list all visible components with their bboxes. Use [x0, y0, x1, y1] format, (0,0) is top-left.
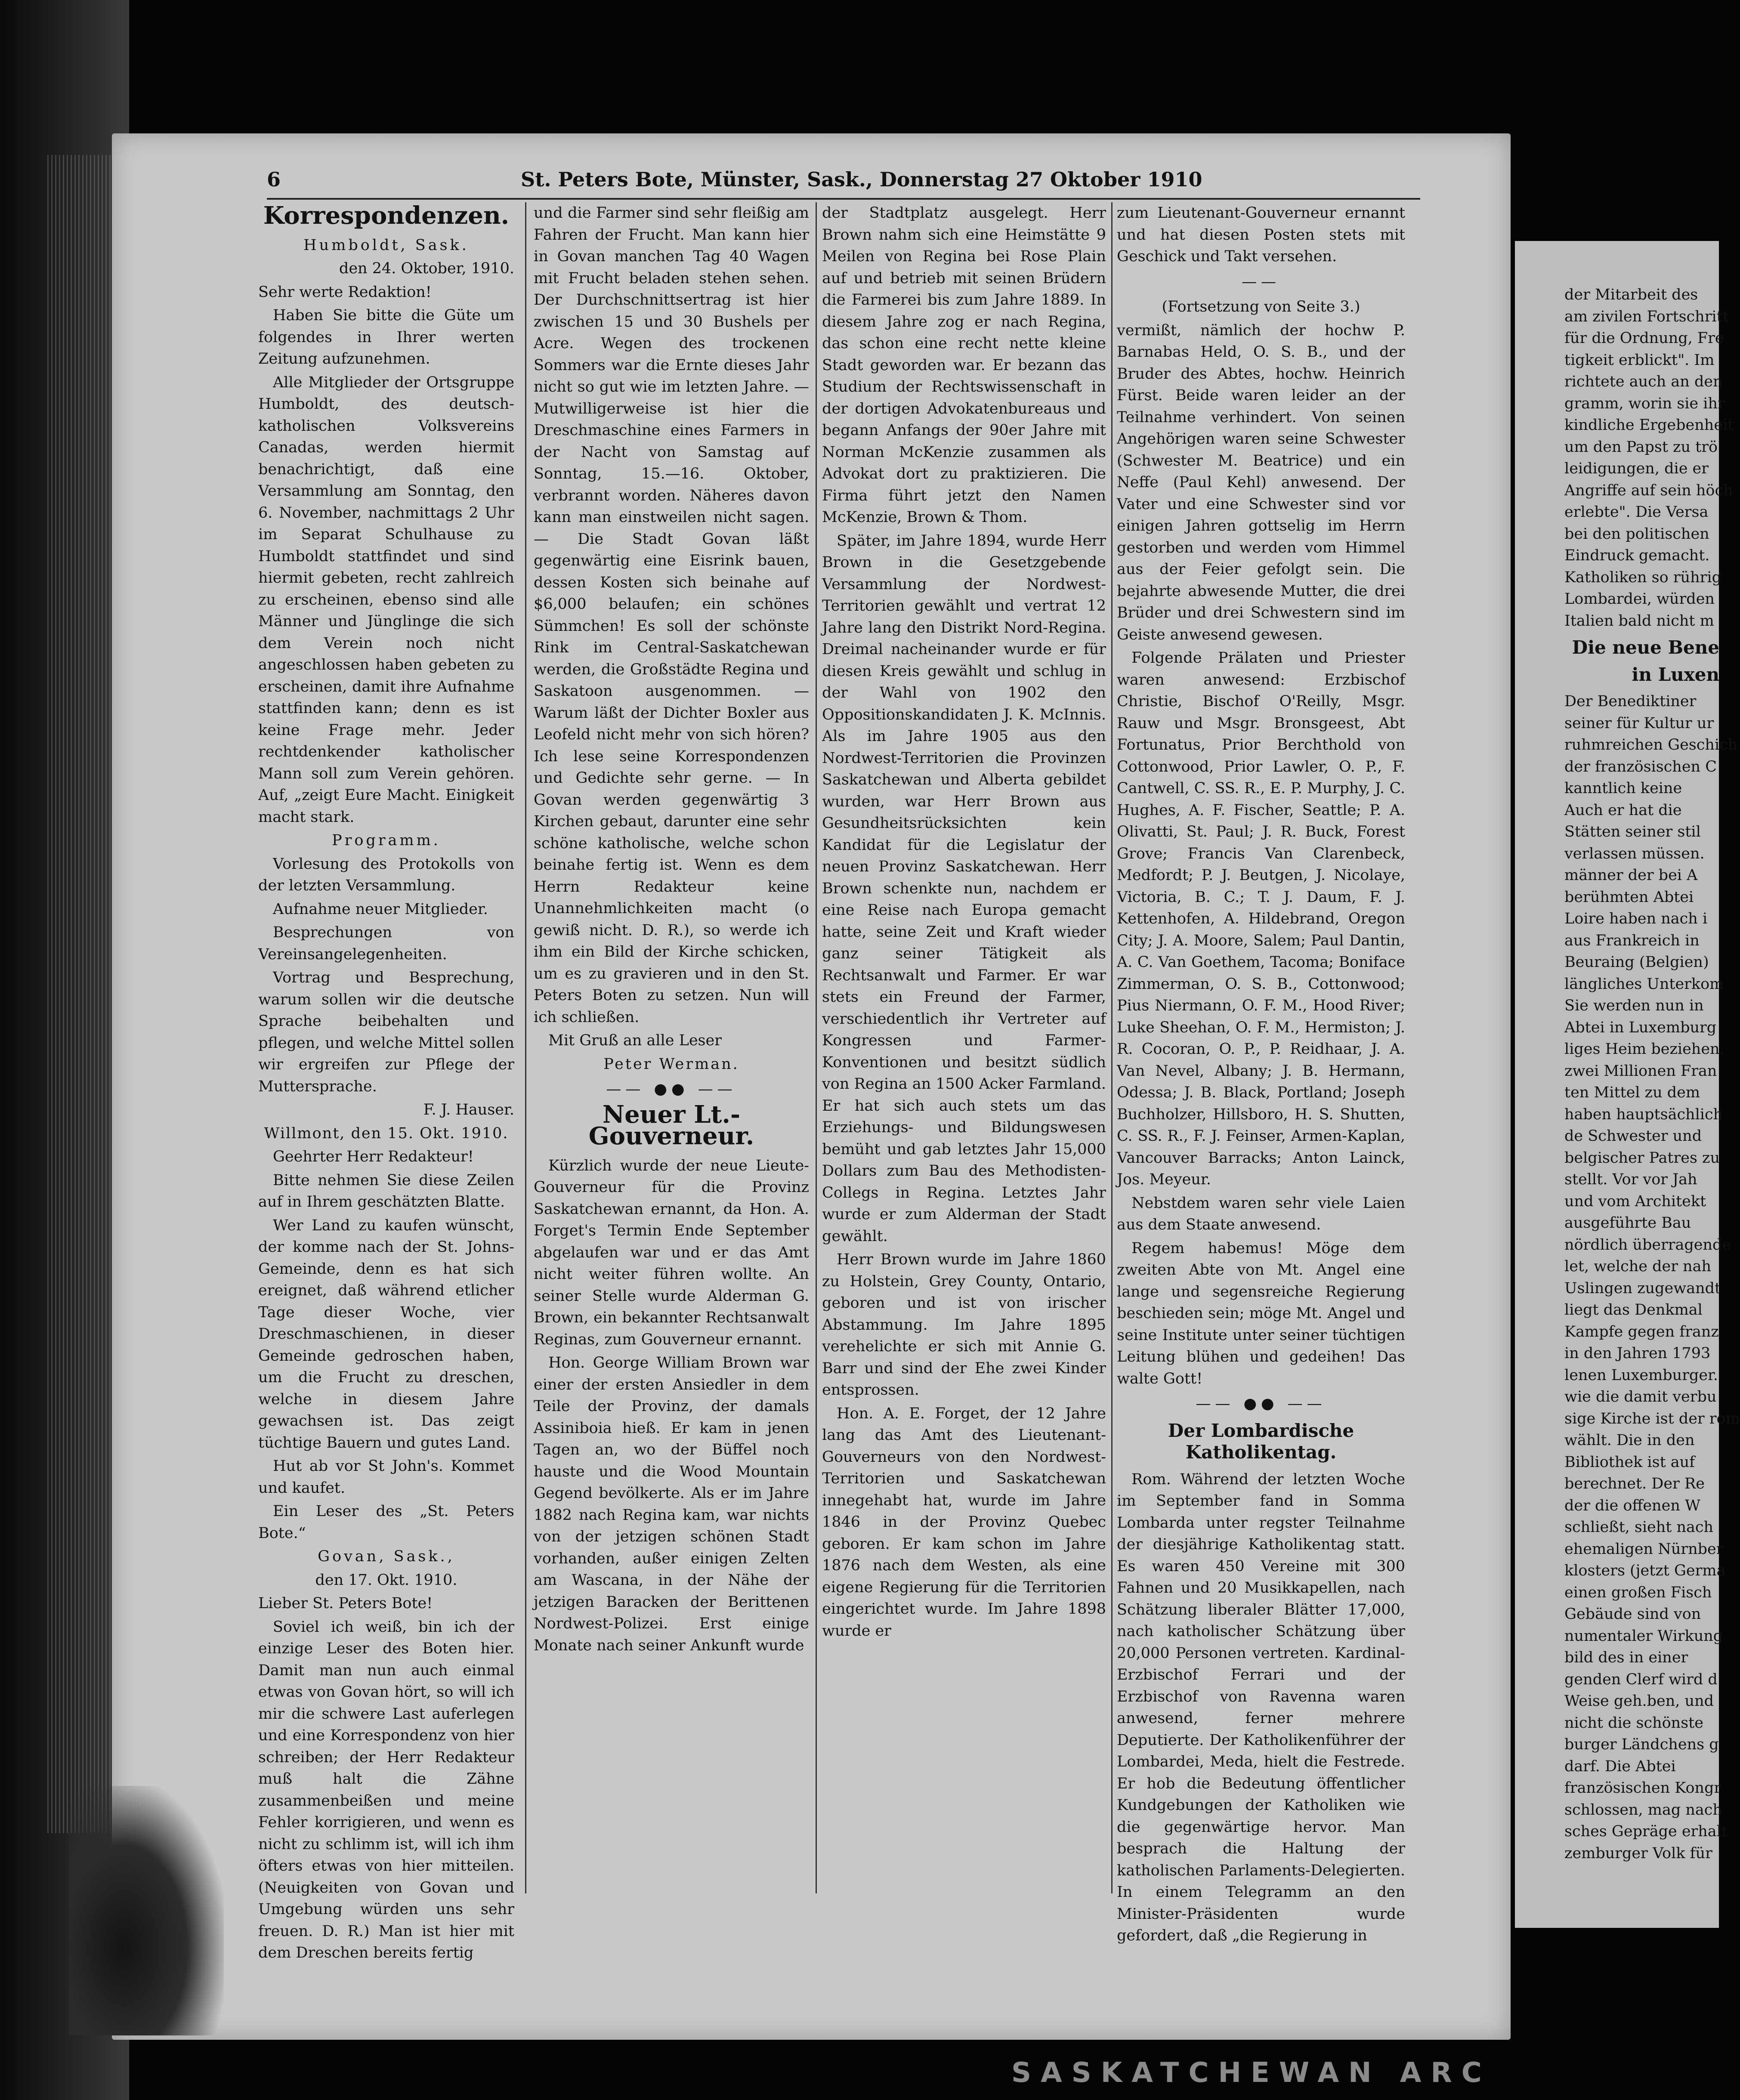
cropped-text-line: bild des in einer: [1564, 1649, 1688, 1666]
column-rule: [525, 202, 526, 1893]
cropped-text-line: ehemaligen Nürnber: [1564, 1540, 1724, 1558]
cropped-text-line: berühmten Abtei: [1564, 888, 1694, 906]
date: den 24. Oktober, 1910.: [339, 260, 514, 277]
cropped-text-line: Gebäude sind von: [1564, 1606, 1701, 1623]
cropped-text-line: genden Clerf wird d: [1564, 1671, 1718, 1688]
cropped-text-line: nördlich überragende: [1564, 1236, 1731, 1254]
cropped-text-line: haben hauptsächlich: [1564, 1106, 1723, 1123]
cropped-text-line: Auch er hat die: [1564, 801, 1682, 819]
masthead: St. Peters Bote, Münster, Sask., Donnerstag 27 Oktober 1910: [521, 168, 1202, 191]
column-5-cropped: [1564, 284, 1740, 1864]
cropped-text-line: liges Heim beziehen.: [1564, 1041, 1725, 1058]
cropped-text-line: männer der bei A: [1564, 867, 1698, 884]
paragraph: Kürzlich wurde der neue Lieute-Gouverneur für die Provinz Saskatchewan ernannt, da Hon. A. Forget's Termin Ende September abgelaufen war und er das Amt nicht weiter führen wollte. An seiner Stelle wurde Alderman G. Brown, ein bekannter Rechtsanwalt Reginas, zum Gouverneur ernannt.: [534, 1157, 809, 1348]
program-item: Vorlesung des Protokolls von der letzten Versammlung.: [258, 855, 514, 894]
cropped-text-line: kanntlich keine: [1564, 780, 1682, 797]
column-rule: [816, 202, 817, 1893]
cropped-text-line: richtete auch an den: [1564, 373, 1723, 390]
ornament-divider: —— ●● ——: [1196, 1395, 1326, 1412]
column-3: [822, 202, 1106, 1643]
cropped-text-line: leidigungen, die er: [1564, 460, 1709, 477]
cropped-text-line: ruhmreichen Geschich: [1564, 736, 1738, 754]
column-4: [1117, 202, 1405, 1949]
salutation: Lieber St. Peters Bote!: [258, 1595, 433, 1612]
cropped-text-line: Eindruck gemacht.: [1564, 547, 1710, 564]
cropped-text-line: zemburger Volk für: [1564, 1844, 1712, 1862]
cropped-text-line: let, welche der nah: [1564, 1258, 1711, 1275]
cropped-text-line: berechnet. Der Re: [1564, 1475, 1705, 1492]
paragraph: Regem habemus! Möge dem zweiten Abte von Mt. Angel eine lange und segensreiche Regierung beschieden sein; möge Mt. Angel und seine Institute unter seiner tüchtigen Leitung blühen und gedeihen! Das walte Gott!: [1117, 1239, 1405, 1387]
binding-page-edges: [47, 155, 116, 1833]
continuation-note: (Fortsetzung von Seite 3.): [1162, 298, 1360, 315]
paragraph: Alle Mitglieder der Ortsgruppe Humboldt, des deutsch-katholischen Volksvereins Canadas, werden hiermit benachrichtigt, daß eine Versammlung am Sonntag, den 6. November, nachmittags 2 Uhr im Separat Schulhause zu Humboldt stattfindet und sind hiermit gebeten, recht zahlreich zu erscheinen, ebenso sind alle Männer und Jünglinge die sich dem Verein noch nicht angeschlossen haben gebeten zu erscheinen, damit ihre Aufnahme stattfinden kann; denn es ist keine Frage mehr. Jeder rechtdenkender katholischer Mann soll zum Verein gehören. Auf, „zeigt Eure Macht. Einigkeit macht stark.: [258, 374, 514, 826]
cropped-text-line: französischen Kongr: [1564, 1779, 1721, 1797]
cropped-text-line: numentaler Wirkung: [1564, 1627, 1723, 1645]
closing: Mit Gruß an alle Leser: [548, 1032, 722, 1049]
paragraph: zum Lieutenant-Gouverneur ernannt und hat diesen Posten stets mit Geschick und Takt versehen.: [1117, 204, 1405, 265]
cropped-text-line: der französischen C: [1564, 758, 1717, 775]
cropped-text-line: wählt. Die in den: [1564, 1432, 1695, 1449]
cropped-text-line: tigkeit erblickt". Im: [1564, 351, 1715, 369]
salutation: Geehrter Herr Redakteur!: [273, 1148, 474, 1165]
cropped-text-line: Uslingen zugewandt: [1564, 1279, 1721, 1297]
cropped-text-line: verlassen müssen.: [1564, 845, 1705, 862]
cropped-text-line: am zivilen Fortschritt: [1564, 308, 1729, 325]
paragraph: Später, im Jahre 1894, wurde Herr Brown in die Gesetzgebende Versammlung der Nordwest-Territorien gewählt und vertrat 12 Jahre lang den Distrikt Nord-Regina. Dreimal nacheinander wurde er für diesen Kreis gewählt und schlug in der Wahl von 1902 den Oppositionskandidaten J. K. McInnis. Als im Jahre 1905 aus den Nordwest-Territorien die Provinzen Saskatchewan und Alberta gebildet wurden, war Herr Brown aus Gesundheitsrücksichten kein Kandidat für die Legislatur der neuen Provinz Saskatchewan. Herr Brown schenkte nun, nachdem er eine Reise nach Europa gemacht hatte, seine Zeit und Kraft wieder ganz seiner Tätigkeit als Rechtsanwalt und Farmer. Er war stets ein Freund der Farmer, verschiedentlich ihr Vertreter auf Kongressen und Farmer-Konventionen und besitzt südlich von Regina an 1500 Acker Farmland. Er hat sich auch stets um das Erziehungs- und Bildungswesen bemüht und gab letztes Jahr 15,000 Dollars zum Bau des Methodisten-Collegs in Regina. Letztes Jahr wurde er zum Alderman der Stadt gewählt.: [822, 532, 1106, 1245]
salutation: Sehr werte Redaktion!: [258, 283, 432, 301]
cropped-text-line: nicht die schönste: [1564, 1714, 1703, 1732]
cropped-text-line: einen großen Fisch: [1564, 1584, 1712, 1601]
cropped-text-line: Kampfe gegen franz: [1564, 1323, 1719, 1340]
date: den 17. Okt. 1910.: [315, 1571, 457, 1589]
cropped-text-line: Lombardei, würden: [1564, 590, 1715, 608]
paragraph: Haben Sie bitte die Güte um folgendes in Ihrer werten Zeitung aufzunehmen.: [258, 307, 514, 368]
paragraph: Folgende Prälaten und Priester waren anwesend: Erzbischof Christie, Bischof O'Reilly, Msgr. Rauw und Msgr. Bronsgeest, Abt Fortunatus, Prior Berchthold von Cottonwood, Prior Lawler, O. P., F. Cantwell, C. SS. R., E. P. Murphy, J. C. Hughes, A. F. Fischer, Seattle; P. A. Olivatti, St. Paul; J. R. Buck, Forest Grove; Francis Van Clarenbeck, Medfordt; P. J. Beutgen, J. Nicolaye, Victoria, B. C.; T. J. Daum, F. J. Kettenhofen, A. Hildebrand, Oregon City; J. A. Moore, Salem; Paul Dantin, A. C. Van Goethem, Tacoma; Boniface Zimmerman, O. S. B., Cottonwood; Pius Niermann, O. F. M., Hood River; Luke Sheehan, O. F. M., Hermiston; J. R. Cocoran, O. P., P. Reidhaar, J. A. Van Nevel, Albany; J. B. Hermann, Odessa; J. B. Black, Portland; Joseph Buchholzer, Hillsboro, H. S. Shutten, C. SS. R., F. J. Feinser, Armen-Kaplan, Vancouver Barracks; Anton Lainck, Jos. Meyeur.: [1117, 649, 1405, 1188]
paragraph: und die Farmer sind sehr fleißig am Fahren der Frucht. Man kann hier in Govan manchen Tag 40 Wagen mit Frucht beladen stehen sehen. Der Durchschnittsertrag ist hier zwischen 15 und 30 Bushels per Acre. Wegen des trockenen Sommers war die Ernte dieses Jahr nicht so gut wie im letzten Jahre. — Mutwilligerweise ist hier die Dreschmaschine eines Farmers in der Nacht von Samstag auf Sonntag, 15.—16. Oktober, verbrannt worden. Näheres davon kann man einstweilen nicht sagen. — Die Stadt Govan läßt gegenwärtig eine Eisrink bauen, dessen Kosten sich beinahe auf $6,000 belaufen; ein schönes Sümmchen! Es soll der schönste Rink im Central-Saskatchewan werden, die Großstädte Regina und Saskatoon ausgenommen. — Warum läßt der Dichter Boxler aus Leofeld nicht mehr von sich hören? Ich lese seine Korrespondenzen und Gedichte sehr gerne. — In Govan werden gegenwärtig 3 Kirchen gebaut, darunter eine sehr schöne katholische, welche schon beinahe fertig ist. Wenn es dem Herrn Redakteur keine Unannehmlichkeiten macht (o gewiß nicht. D. R.), so werde ich ihm ein Bild der Kirche schicken, um es zu gravieren und in den St. Peters Boten zu setzen. Nun will ich schließen.: [534, 204, 809, 1026]
paragraph: Herr Brown wurde im Jahre 1860 zu Holstein, Grey County, Ontario, geboren und ist von irischer Abstammung. Im Jahre 1895 verehelichte er sich mit Annie G. Barr und sind der Ehe zwei Kinder entsprossen.: [822, 1251, 1106, 1399]
paragraph: der Stadtplatz ausgelegt. Herr Brown nahm sich eine Heimstätte 9 Meilen von Regina bei Rose Plain auf und betrieb mit seinen Brüdern die Farmerei bis zum Jahre 1889. In diesem Jahre zog er nach Regina, das schon eine recht nette kleine Stadt geworden war. Er bezann das Studium der Rechtswissenschaft in der dortigen Advokatenbureaus und begann Anfangs der 90er Jahre mit Norman McKenzie zusammen als Advokat dort zu praktizieren. Die Firma führt jetzt den Namen McKenzie, Brown & Thom.: [822, 204, 1106, 526]
cropped-text-line: sches Gepräge erhalt: [1564, 1823, 1728, 1840]
page-header: [267, 168, 1420, 200]
cropped-text-line: Stätten seiner stil: [1564, 823, 1701, 840]
cropped-text-line: bei den politischen: [1564, 525, 1709, 543]
dateline: Willmont, den 15. Okt. 1910.: [264, 1124, 509, 1142]
program-title: Programm.: [332, 832, 441, 849]
paragraph: Soviel ich weiß, bin ich der einzige Leser des Boten hier. Damit man nun auch einmal etwas von Govan hört, so will ich mir die schwere Last auferlegen und eine Korrespondenz von hier schreiben; der Herr Redakteur muß halt die Zähne zusammenbeißen und meine Fehler korrigieren, und wenn es nicht zu schlimm ist, will ich ihm öfters etwas von hier mitteilen. (Neuigkeiten von Govan und Umgebung würden uns sehr freuen. D. R.) Man ist hier mit dem Dreschen bereits fertig: [258, 1618, 514, 1961]
signature: Ein Leser des „St. Peters Bote.“: [258, 1503, 514, 1542]
cropped-text-line: de Schwester und: [1564, 1127, 1702, 1145]
cropped-text-line: erlebte". Die Versa: [1564, 503, 1709, 521]
cropped-text-line: Angriffe auf sein höch: [1564, 482, 1733, 499]
archive-label-strip: SASKATCHEWAN ARC: [1011, 2057, 1491, 2089]
dateline: Humboldt, Sask.: [303, 236, 469, 254]
cropped-text-line: Katholiken so rührig: [1564, 568, 1721, 586]
cropped-text-line: liegt das Denkmal: [1564, 1301, 1703, 1319]
paragraph: Hon. A. E. Forget, der 12 Jahre lang das Amt des Lieutenant-Gouverneurs von den Nordwest-Territorien und Saskatchewan innegehabt hat, wurde im Jahre 1846 in der Provinz Quebec geboren. Er kam schon im Jahre 1876 nach dem Westen, als eine eigene Regierung für die Territorien eingerichtet wurde. Im Jahre 1898 wurde er: [822, 1405, 1106, 1640]
cropped-text-line: um den Papst zu trö: [1564, 438, 1718, 456]
cropped-text-line: längliches Unterkom: [1564, 975, 1724, 993]
page-corner-curl: [69, 1786, 224, 2035]
cropped-text-line: zwei Millionen Fran: [1564, 1062, 1717, 1080]
cropped-text-line: gramm, worin sie ihr: [1564, 395, 1725, 412]
signature: Peter Werman.: [603, 1055, 739, 1073]
cropped-text-line: burger Ländchens g: [1564, 1736, 1719, 1753]
cropped-text-line: Abtei in Luxemburg: [1564, 1019, 1717, 1036]
cropped-text-line: der die offenen W: [1564, 1497, 1700, 1514]
cropped-text-line: und vom Architekt: [1564, 1192, 1706, 1210]
dateline: Govan, Sask.,: [318, 1548, 455, 1565]
page-number: 6: [267, 168, 281, 191]
cropped-text-line: sige Kirche ist der rom: [1564, 1410, 1740, 1427]
cropped-text-line: Bibliothek ist auf: [1564, 1453, 1695, 1471]
paragraph: Hut ab vor St John's. Kommet und kaufet.: [258, 1458, 514, 1497]
ornament-divider: —— ●● ——: [606, 1081, 737, 1098]
cropped-text-line: stellt. Vor vor Jah: [1564, 1171, 1697, 1188]
cropped-text-line: schließt, sieht nach: [1564, 1519, 1714, 1536]
paragraph: Rom. Während der letzten Woche im September fand in Somma Lombarda unter regster Teilnahme der diesjährige Katholikentag statt. Es waren 450 Vereine mit 300 Fahnen und 20 Musikkapellen, nach Schätzung liberaler Blätter 17,000, nach katholischer Schätzung über 20,000 Personen vertreten. Kardinal-Erzbischof Ferrari und der Erzbischof von Ravenna waren anwesend, ferner mehrere Deputierte. Der Katholikenführer der Lombardei, Meda, hielt die Festrede. Er hob die Bedeutung öffentlicher Kundgebungen der Katholiken wie die gegenwärtige hervor. Man besprach die Haltung der katholischen Parlaments-Delegierten. In einem Telegramm an den Minister-Präsidenten wurde gefordert, daß „die Regierung in: [1117, 1470, 1405, 1944]
program-item: Vortrag und Besprechung, warum sollen wir die deutsche Sprache beibehalten und pflegen, und welche Mittel sollen wir ergreifen zur Pflege der Muttersprache.: [258, 969, 514, 1095]
cropped-text-line: darf. Die Abtei: [1564, 1757, 1676, 1775]
paragraph: Hon. George William Brown war einer der ersten Ansiedler in dem Teile der Provinz, der damals Assiniboia hieß. Er kam in jenen Tagen an, wo der Büffel noch hauste und die Wood Mountain Gegend bevölkerte. Als er im Jahre 1882 nach Regina kam, war nichts von der jetzigen schönen Stadt vorhanden, außer einigen Zelten am Wascana, in der Nähe der jetzigen Baracken der Berittenen Nordwest-Polizei. Erst einige Monate nach seiner Ankunft wurde: [534, 1354, 809, 1654]
cropped-text-line: Beuraing (Belgien): [1564, 954, 1709, 971]
cropped-text-line: für die Ordnung, Fre: [1564, 330, 1724, 347]
cropped-lines-bottom: [1564, 691, 1740, 1864]
ornament-divider: ——: [1242, 273, 1280, 290]
cropped-text-line: lenen Luxemburger.: [1564, 1366, 1718, 1384]
headline-neue-benediktiner: Die neue Bene: [1572, 637, 1719, 658]
cropped-text-line: belgischer Patres zu: [1564, 1149, 1720, 1167]
cropped-text-line: in den Jahren 1793: [1564, 1345, 1711, 1362]
cropped-text-line: Sie werden nun in: [1564, 997, 1704, 1014]
cropped-lines-top: [1564, 284, 1734, 632]
cropped-text-line: seiner für Kultur ur: [1564, 714, 1714, 732]
cropped-text-line: Italien bald nicht m: [1564, 612, 1714, 630]
headline-korrespondenzen: Korrespondenzen.: [263, 201, 510, 230]
column-1: [258, 202, 514, 1966]
cropped-text-line: ausgeführte Bau: [1564, 1214, 1691, 1232]
headline-in-luxemburg: in Luxen: [1632, 664, 1719, 685]
cropped-text-line: kindliche Ergebenheit: [1564, 417, 1734, 434]
program-item: Aufnahme neuer Mitglieder.: [273, 900, 488, 918]
cropped-text-line: schlossen, mag nach: [1564, 1801, 1722, 1819]
paragraph: vermißt, nämlich der hochw P. Barnabas Held, O. S. B., und der Bruder des Abtes, hochw. Heinrich Fürst. Beide waren leider an der Teilnahme verhindert. Von seinen Angehörigen waren seine Schwester (Schwester M. Beatrice) und ein Neffe (Paul Kehl) anwesend. Der Vater und eine Schwester sind vor einigen Jahren gottselig im Herrn gestorben und werden vom Himmel aus der Feier gefolgt sein. Die bejahrte abwesende Mutter, die drei Brüder und drei Schwestern sind im Geiste anwesend gewesen.: [1117, 321, 1405, 643]
cropped-text-line: aus Frankreich in: [1564, 932, 1700, 949]
headline-lombardischer-katholikentag: Der Lombardische Katholikentag.: [1168, 1420, 1354, 1463]
cropped-text-line: Weise geh.ben, und: [1564, 1692, 1714, 1710]
headline-neuer-lt-gouverneur: Neuer Lt.-Gouverneur.: [588, 1100, 754, 1150]
paragraph: Wer Land zu kaufen wünscht, der komme nach der St. Johns-Gemeinde, denn es hat sich ereignet, daß während etlicher Tage dieser Woche, vier Dreschmaschienen, in dieser Gemeinde gedroschen haben, um die Frucht zu dreschen, welche in diesem Jahre gewachsen ist. Das zeigt tüchtige Bauern und gutes Land.: [258, 1217, 514, 1451]
cropped-text-line: wie die damit verbu: [1564, 1388, 1717, 1405]
signature: F. J. Hauser.: [423, 1101, 514, 1118]
column-2: [534, 202, 809, 1658]
cropped-text-line: klosters (jetzt Germa: [1564, 1562, 1726, 1579]
cropped-text-line: Loire haben nach i: [1564, 910, 1708, 927]
program-item: Besprechungen von Vereinsangelegenheiten.: [258, 924, 514, 963]
cropped-text-line: Der Benediktiner: [1564, 693, 1697, 710]
column-rule: [1111, 202, 1113, 1893]
cropped-text-line: ten Mittel zu dem: [1564, 1084, 1700, 1101]
paragraph: Bitte nehmen Sie diese Zeilen auf in Ihrem geschätzten Blatte.: [258, 1171, 514, 1211]
cropped-text-line: der Mitarbeit des: [1564, 286, 1698, 303]
paragraph: Nebstdem waren sehr viele Laien aus dem Staate anwesend.: [1117, 1194, 1405, 1233]
